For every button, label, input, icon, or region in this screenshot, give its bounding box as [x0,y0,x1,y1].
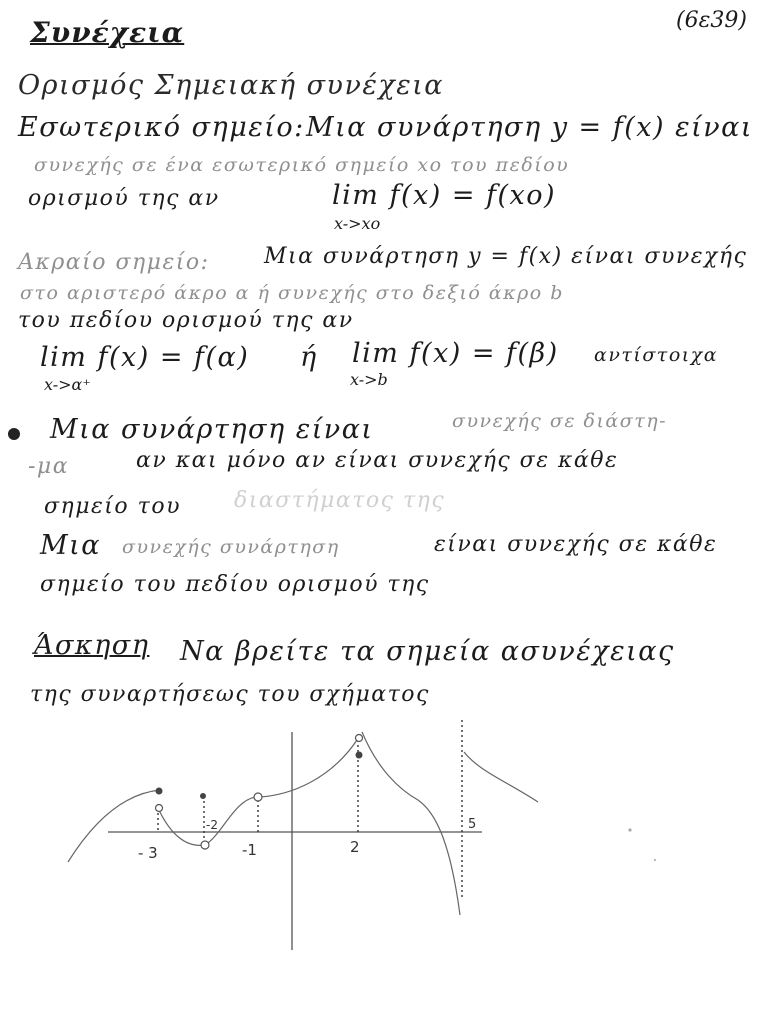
curve-piece-4 [362,732,460,915]
endpoint-limit-right-sub: x->b [350,370,388,389]
interior-limit: lim f(x) = f(xo) [332,180,557,211]
endpoint-label: Ακραίο σημείο: [18,250,210,275]
exercise-label: Άσκηση [34,630,150,661]
endpoint-limit-right: lim f(x) = f(β) [352,338,559,369]
page-title: Συνέχεια [30,16,185,49]
endpoint-line-2: στο αριστερό άκρο α ή συνεχής στο δεξιό άκρο b [20,282,564,304]
interval-line-2-light: -μα [28,454,70,479]
open-point-minus-3 [156,805,163,812]
interval-line-1-dark: Μια συνάρτηση είναι [50,414,374,445]
filled-point-minus-3 [156,788,163,795]
tick-label-minus-2: -2 [206,818,218,832]
open-point-minus-1 [254,793,262,801]
endpoint-line-1: Μια συνάρτηση y = f(x) είναι συνεχής [264,244,748,269]
curve-piece-5 [464,752,538,802]
page-reference: (6ε39) [676,8,747,33]
exercise-line-2: της συναρτήσεως του σχήματος [30,682,430,707]
definition-heading: Ορισμός Σημειακή συνέχεια [18,70,445,101]
stray-mark [628,828,631,831]
interior-point-label: Εσωτερικό σημείο: [18,112,305,143]
endpoint-respectively: αντίστοιχα [594,344,719,366]
tick-label-minus-1: -1 [242,841,257,859]
tick-label-minus-3: - 3 [138,844,158,862]
interior-line-2: συνεχής σε ένα εσωτερικό σημείο xo του πεδίου [34,154,570,176]
open-point-minus-2 [201,841,209,849]
interval-line-5: σημείο του πεδίου ορισμού της [40,572,430,597]
interior-line-1: Μια συνάρτηση y = f(x) είναι [306,112,753,143]
tick-label-2: 2 [350,838,360,856]
filled-point-2 [356,752,363,759]
interval-line-1-light: συνεχής σε διάστη- [452,410,668,432]
endpoint-limit-left: lim f(x) = f(α) [40,342,250,373]
interval-line-4-dark-1: Μια [40,530,101,561]
endpoint-or: ή [300,342,318,373]
open-point-2 [356,735,363,742]
filled-point-minus-2 [200,793,206,799]
exercise-line-1: Να βρείτε τα σημεία ασυνέχειας [180,636,675,667]
endpoint-line-3: του πεδίου ορισμού της αν [18,308,354,333]
interval-line-4-light: συνεχής συνάρτηση [122,536,340,558]
interior-line-3: ορισμού της αν [28,186,220,211]
curve-piece-3 [260,740,357,797]
interior-limit-sub: x->xo [334,214,381,233]
tick-label-5: 5 [468,817,477,832]
endpoint-limit-left-sub: x->α⁺ [44,375,91,394]
stray-mark [654,859,656,861]
interval-line-2-dark: αν και μόνο αν είναι συνεχής σε κάθε [136,448,619,473]
interval-line-3-dark: σημείο του [44,494,181,519]
interval-line-4-dark-2: είναι συνεχής σε κάθε [434,532,718,557]
interval-line-3-faint: διαστήματος της [234,488,446,513]
